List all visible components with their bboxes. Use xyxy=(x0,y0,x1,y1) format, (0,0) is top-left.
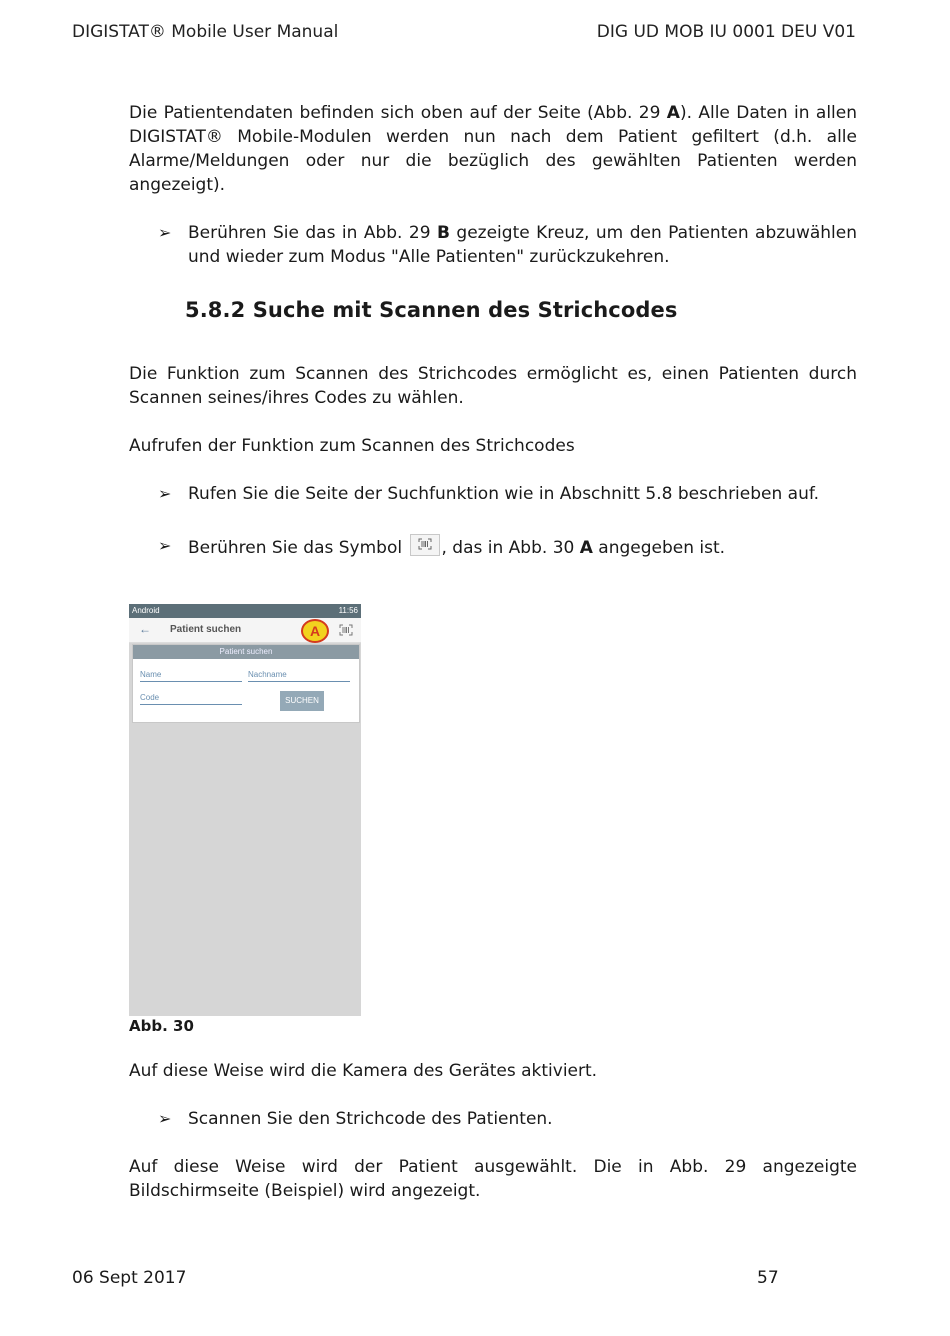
figure-caption: Abb. 30 xyxy=(129,1017,194,1035)
para1-post: ). Alle Daten in allen DIGISTAT® Mobile-Modulen werden nun nach dem Patient gefiltert (d.h. alle Alarme/Meldungen oder nur die bezüglich des gewählten Patienten werden angezeigt). xyxy=(129,103,858,195)
bullet4-text: Scannen Sie den Strichcode des Patienten. xyxy=(188,1109,553,1129)
running-header-docid: DIG UD MOB IU 0001 DEU V01 xyxy=(596,22,856,42)
bullet-open-search xyxy=(158,482,857,506)
status-time: 11:56 xyxy=(338,606,358,615)
running-header-title: DIGISTAT® Mobile User Manual xyxy=(72,22,339,42)
search-card xyxy=(132,644,360,723)
bullet3-mid: , das in Abb. 30 xyxy=(441,538,580,558)
search-button[interactable]: SUCHEN xyxy=(280,691,324,711)
bullet-arrow-icon: ➢ xyxy=(158,223,172,242)
bullet-deselect-patient xyxy=(158,221,857,269)
paragraph-patient-data xyxy=(129,101,857,197)
callout-marker: A xyxy=(301,619,329,643)
para1-pre: Die Patientendaten befinden sich oben auf der Seite (Abb. 29 xyxy=(129,103,667,123)
bullet3-ref: A xyxy=(579,538,593,558)
search-card-title: Patient suchen xyxy=(133,645,359,659)
bullet2-text: Rufen Sie die Seite der Suchfunktion wie in Abschnitt 5.8 beschrieben auf. xyxy=(188,484,820,504)
bullet-arrow-icon: ➢ xyxy=(158,484,172,503)
code-field[interactable]: Code xyxy=(140,693,242,705)
app-screenshot xyxy=(129,604,361,1016)
bullet3-text xyxy=(188,534,857,560)
barcode-scan-icon[interactable] xyxy=(339,623,353,641)
bullet-arrow-icon: ➢ xyxy=(158,1109,172,1128)
paragraph-barcode-intro: Die Funktion zum Scannen des Strichcodes ermöglicht es, einen Patienten durch Scannen seines/ihres Codes zu wählen. xyxy=(129,364,857,408)
barcode-scan-icon xyxy=(410,534,440,556)
bullet-arrow-icon: ➢ xyxy=(158,536,172,555)
bullet-touch-symbol xyxy=(158,534,857,560)
android-status-bar xyxy=(129,604,361,618)
bullet1-pre: Berühren Sie das in Abb. 29 xyxy=(188,223,437,243)
status-os-label: Android xyxy=(132,606,160,615)
bullet1-text xyxy=(188,221,857,269)
app-title: Patient suchen xyxy=(170,624,242,635)
bullet-scan-code xyxy=(158,1107,857,1131)
paragraph-invoke-scan: Aufrufen der Funktion zum Scannen des Strichcodes xyxy=(129,436,575,456)
bullet3-pre: Berühren Sie das Symbol xyxy=(188,538,408,558)
bullet3-post: angegeben ist. xyxy=(592,538,726,558)
paragraph-camera: Auf diese Weise wird die Kamera des Gerätes aktiviert. xyxy=(129,1061,598,1081)
section-heading: 5.8.2 Suche mit Scannen des Strichcodes xyxy=(185,298,678,322)
paragraph-result: Auf diese Weise wird der Patient ausgewählt. Die in Abb. 29 angezeigte Bildschirmseite (Beispiel) wird angezeigt. xyxy=(129,1157,857,1201)
bullet1-post: gezeigte Kreuz, um den Patienten abzuwählen und wieder zum Modus "Alle Patienten" zurückzukehren. xyxy=(188,223,858,267)
page-number: 57 xyxy=(757,1268,779,1288)
para1-ref: A xyxy=(666,103,680,123)
footer-date: 06 Sept 2017 xyxy=(72,1268,187,1288)
back-arrow-icon[interactable]: ← xyxy=(139,622,151,636)
name-field[interactable]: Name xyxy=(140,670,242,682)
surname-field[interactable]: Nachname xyxy=(248,670,350,682)
bullet1-ref: B xyxy=(437,223,450,243)
